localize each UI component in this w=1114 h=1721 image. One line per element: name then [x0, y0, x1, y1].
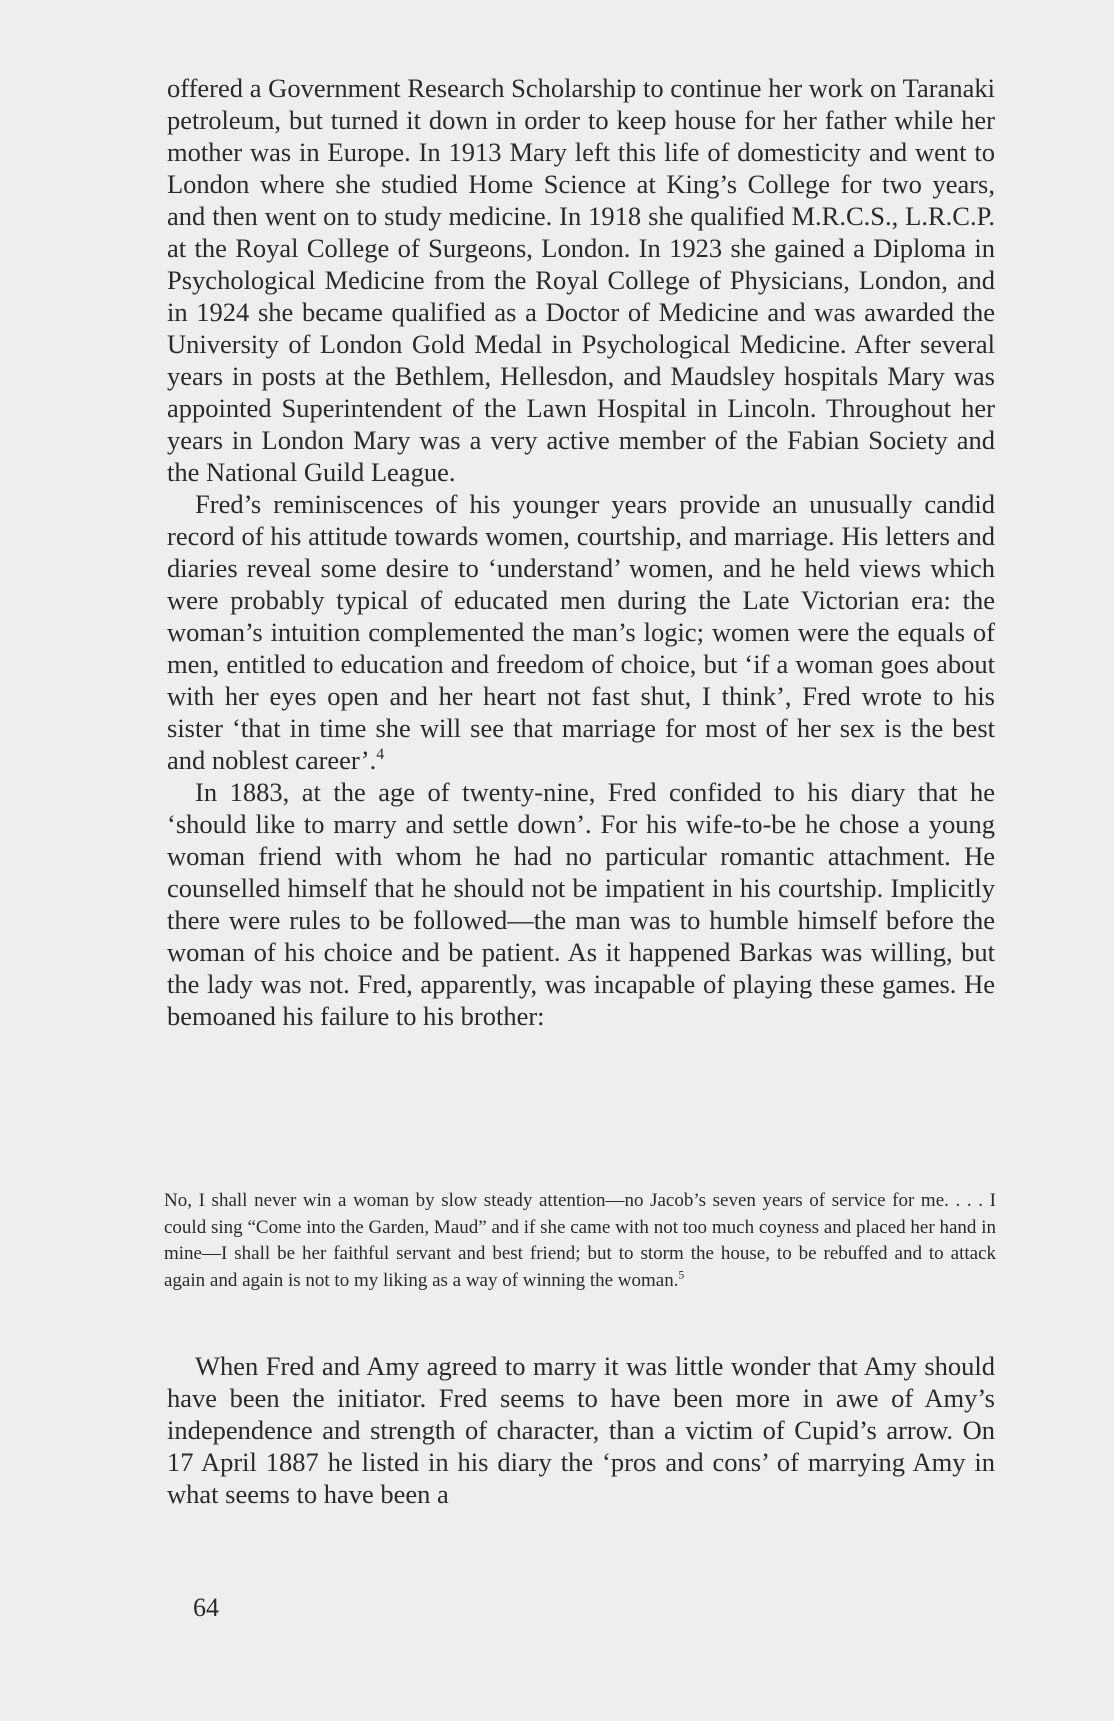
paragraph-text: Fred’s reminiscences of his younger years provide an unusually candid record of his attitude towards women, courtship, and marriage. His letters and diaries reveal some desire to ‘understand’ women, and he held views which were probably typical of educated men during the Late Victorian era: the woman’s intuition complemented the man’s logic; women were the equals of men, entitled to education and freedom of choice, but ‘if a woman goes about with her eyes open and her heart not fast shut, I think’, Fred wrote to his sister ‘that in time she will see that marriage for most of her sex is the best and noblest career’.	[167, 489, 995, 775]
body-text-bottom	[167, 1350, 995, 1510]
footnote-marker: 5	[678, 1269, 685, 1282]
block-quote	[164, 1188, 996, 1294]
paragraph-continuation: offered a Government Research Scholarship to continue her work on Taranaki petroleum, but turned it down in order to keep house for her father while her mother was in Europe. In 1913 Mary left this life of domesticity and went to London where she studied Home Science at King’s College for two years, and then went on to study medicine. In 1918 she qualified M.R.C.S., L.R.C.P. at the Royal College of Surgeons, London. In 1923 she gained a Diploma in Psychological Medicine from the Royal College of Physicians, London, and in 1924 she became qualified as a Doctor of Medicine and was awarded the University of London Gold Medal in Psychological Medicine. After several years in posts at the Bethlem, Hellesdon, and Maudsley hospitals Mary was appointed Superintendent of the Lawn Hospital in Lincoln. Throughout her years in London Mary was a very active member of the Fabian Society and the National Guild League.	[167, 73, 995, 487]
paragraph-1883: In 1883, at the age of twenty-nine, Fred confided to his diary that he ‘should like to marry and settle down’. For his wife-to-be he chose a young woman friend with whom he had no particular romantic attachment. He counselled himself that he should not be impatient in his courtship. Implicitly there were rules to be followed—the man was to humble himself before the woman of his choice and be patient. As it happened Barkas was willing, but the lady was not. Fred, apparently, was incapable of playing these games. He bemoaned his failure to his brother:	[167, 777, 995, 1031]
paragraph-marriage: When Fred and Amy agreed to marry it was little wonder that Amy should have been the initiator. Fred seems to have been more in awe of Amy’s independence and strength of character, than a victim of Cupid’s arrow. On 17 April 1887 he listed in his diary the ‘pros and cons’ of marrying Amy in what seems to have been a	[167, 1351, 995, 1509]
paragraph-reminiscences	[167, 488, 995, 776]
body-text-top	[167, 72, 995, 1032]
quote-text: No, I shall never win a woman by slow steady attention—no Jacob’s seven years of service for me. . . . I could sing “Come into the Garden, Maud” and if she came with not too much coyness and placed her hand in mine—I shall be her faithful servant and best friend; but to storm the house, to be rebuffed and to attack again and again is not to my liking as a way of winning the woman.	[164, 1190, 996, 1291]
footnote-marker: 4	[376, 746, 385, 764]
page-number: 64	[193, 1593, 219, 1622]
